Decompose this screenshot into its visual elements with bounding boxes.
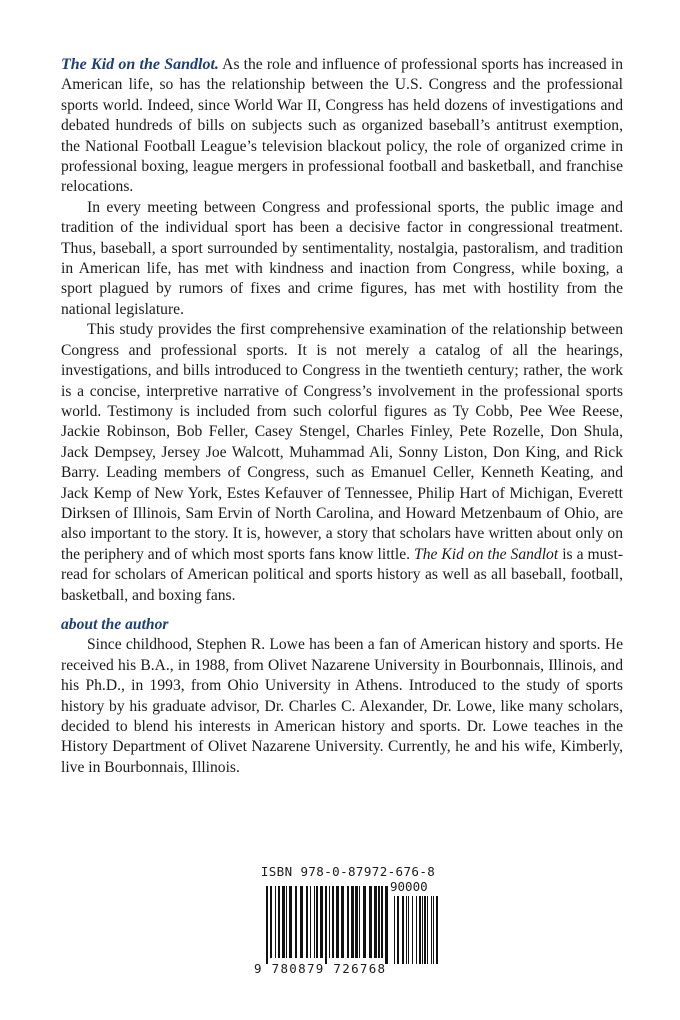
barcode-bar bbox=[314, 886, 315, 958]
barcode-bar bbox=[336, 886, 339, 958]
barcode-bar bbox=[385, 886, 388, 964]
barcode-area bbox=[254, 864, 442, 976]
synopsis-paragraph-1 bbox=[61, 55, 623, 198]
barcode-addon-bar bbox=[394, 896, 395, 964]
barcode-bar bbox=[359, 886, 360, 958]
barcode-bar bbox=[355, 886, 358, 958]
barcode-addon-bar bbox=[412, 896, 413, 964]
about-author-heading: about the author bbox=[61, 615, 169, 633]
isbn-label: ISBN 978-0-87972-676-8 bbox=[260, 864, 436, 879]
description-text bbox=[61, 55, 623, 778]
barcode-addon-bar bbox=[419, 896, 421, 964]
barcode-bar bbox=[369, 886, 372, 958]
barcode-addon-bar bbox=[408, 896, 409, 964]
barcode-bar bbox=[332, 886, 334, 958]
barcode-bar bbox=[363, 886, 366, 958]
barcode-bar bbox=[278, 886, 280, 958]
ean-digits: 9 780879 726768 bbox=[254, 961, 387, 976]
barcode-bar bbox=[351, 886, 354, 958]
barcode-bar bbox=[270, 886, 272, 958]
barcode-bar bbox=[325, 886, 327, 964]
barcode-addon-bar bbox=[402, 896, 404, 964]
barcode-bar bbox=[275, 886, 276, 958]
synopsis-paragraph-1-body: As the role and influence of professional sports has increased in American life, so has the relationship between the U.S. Congress and the professional sports world. Indeed, since World War II, Congress has held dozens of investigations and debated hundreds of bills on subjects such as organized baseball’s antitrust exemption, the National Football League’s television blackout policy, the role of organized crime in professional boxing, league mergers in professional football and basketball, and franchise relocations. bbox=[61, 56, 624, 196]
barcode-bar bbox=[320, 886, 323, 958]
author-bio: Since childhood, Stephen R. Lowe has been a fan of American history and sports. He received his B.A., in 1988, from Olivet Nazarene University in Bourbonnais, Illinois, and his Ph.D., in 1993, from Ohio University in Athens. Introduced to the study of sports history by his graduate advisor, Dr. Charles C. Alexander, Dr. Lowe, like many scholars, decided to blend his interests in American history and sports. Dr. Lowe teaches in the History Department of Olivet Nazarene University. Currently, he and his wife, Kimberly, live in Bourbonnais, Illinois. bbox=[61, 636, 623, 776]
synopsis-paragraph-3 bbox=[61, 320, 623, 606]
barcode-bar bbox=[381, 886, 383, 958]
barcode-addon-bar bbox=[436, 896, 438, 964]
book-title-inline: The Kid on the Sandlot bbox=[414, 545, 559, 563]
barcode-bar bbox=[374, 886, 377, 958]
barcode-bar bbox=[286, 886, 287, 958]
synopsis-paragraph-2: In every meeting between Congress and professional sports, the public image and tradition of the individual sport has been a decisive factor in congressional treatment. Thus, baseball, a sport surrounded by sentimentality, nostalgia, pastoralism, and tradition in American life, has met with kindness and inaction from Congress, while boxing, a sport plagued by rumors of fixes and crime figures, has met with hostility from the national legislature. bbox=[61, 198, 623, 318]
barcode-bar bbox=[341, 886, 344, 958]
barcode-bar bbox=[295, 886, 297, 958]
synopsis-paragraph-3-body: This study provides the first comprehensive examination of the relationship between Congress and professional sports. It is not merely a catalog of all the hearings, investigations, and bills introduced to Congress in the twentieth century; rather, the work is a concise, interpretive narrative of Congress’s involvement in the professional sports world. Testimony is included from such colorful figures as Ty Cobb, Pee Wee Reese, Jackie Robinson, Bob Feller, Casey Stengel, Charles Finley, Pete Rozelle, Don Shula, Jack Dempsey, Jersey Joe Walcott, Muhammad Ali, Sonny Liston, Don King, and Rick Barry. Leading members of Congress, such as Emanuel Celler, Kenneth Keating, and Jack Kemp of New York, Estes Kefauver of Tennessee, Philip Hart of Michigan, Everett Dirksen of Illinois, Sam Ervin of North Carolina, and Howard Metzenbaum of Ohio, are also important to the story. It is, however, a story that scholars have written about only on the periphery and of which most sports fans know little. bbox=[61, 321, 623, 563]
barcode-bar bbox=[266, 886, 268, 964]
barcode-bar bbox=[300, 886, 303, 958]
price-code: 90000 bbox=[390, 879, 428, 894]
barcode-addon-bar bbox=[431, 896, 432, 964]
barcode-bar bbox=[289, 886, 292, 958]
barcode-addon-bar bbox=[406, 896, 407, 964]
barcode-bar bbox=[329, 886, 330, 958]
barcode-addon-bar bbox=[424, 896, 426, 964]
barcode-bar bbox=[282, 886, 285, 958]
barcode-addon-bar bbox=[427, 896, 428, 964]
barcode-addon-bar bbox=[397, 896, 399, 964]
synopsis-paragraph-3-end: is a must-read for scholars of American political and sports history as well as all baseball, football, basketball, and boxing fans. bbox=[61, 545, 624, 604]
barcode-addon-bar bbox=[416, 896, 417, 964]
book-title-lead: The Kid on the Sandlot. bbox=[61, 56, 219, 73]
barcode-addon-bar bbox=[433, 896, 434, 964]
barcode-bar bbox=[347, 886, 349, 958]
barcode-bar bbox=[378, 886, 380, 958]
barcode-addon-bar bbox=[422, 896, 423, 964]
barcode-bar bbox=[316, 886, 318, 958]
barcode-bar bbox=[306, 886, 308, 958]
barcode-bar bbox=[310, 886, 311, 958]
